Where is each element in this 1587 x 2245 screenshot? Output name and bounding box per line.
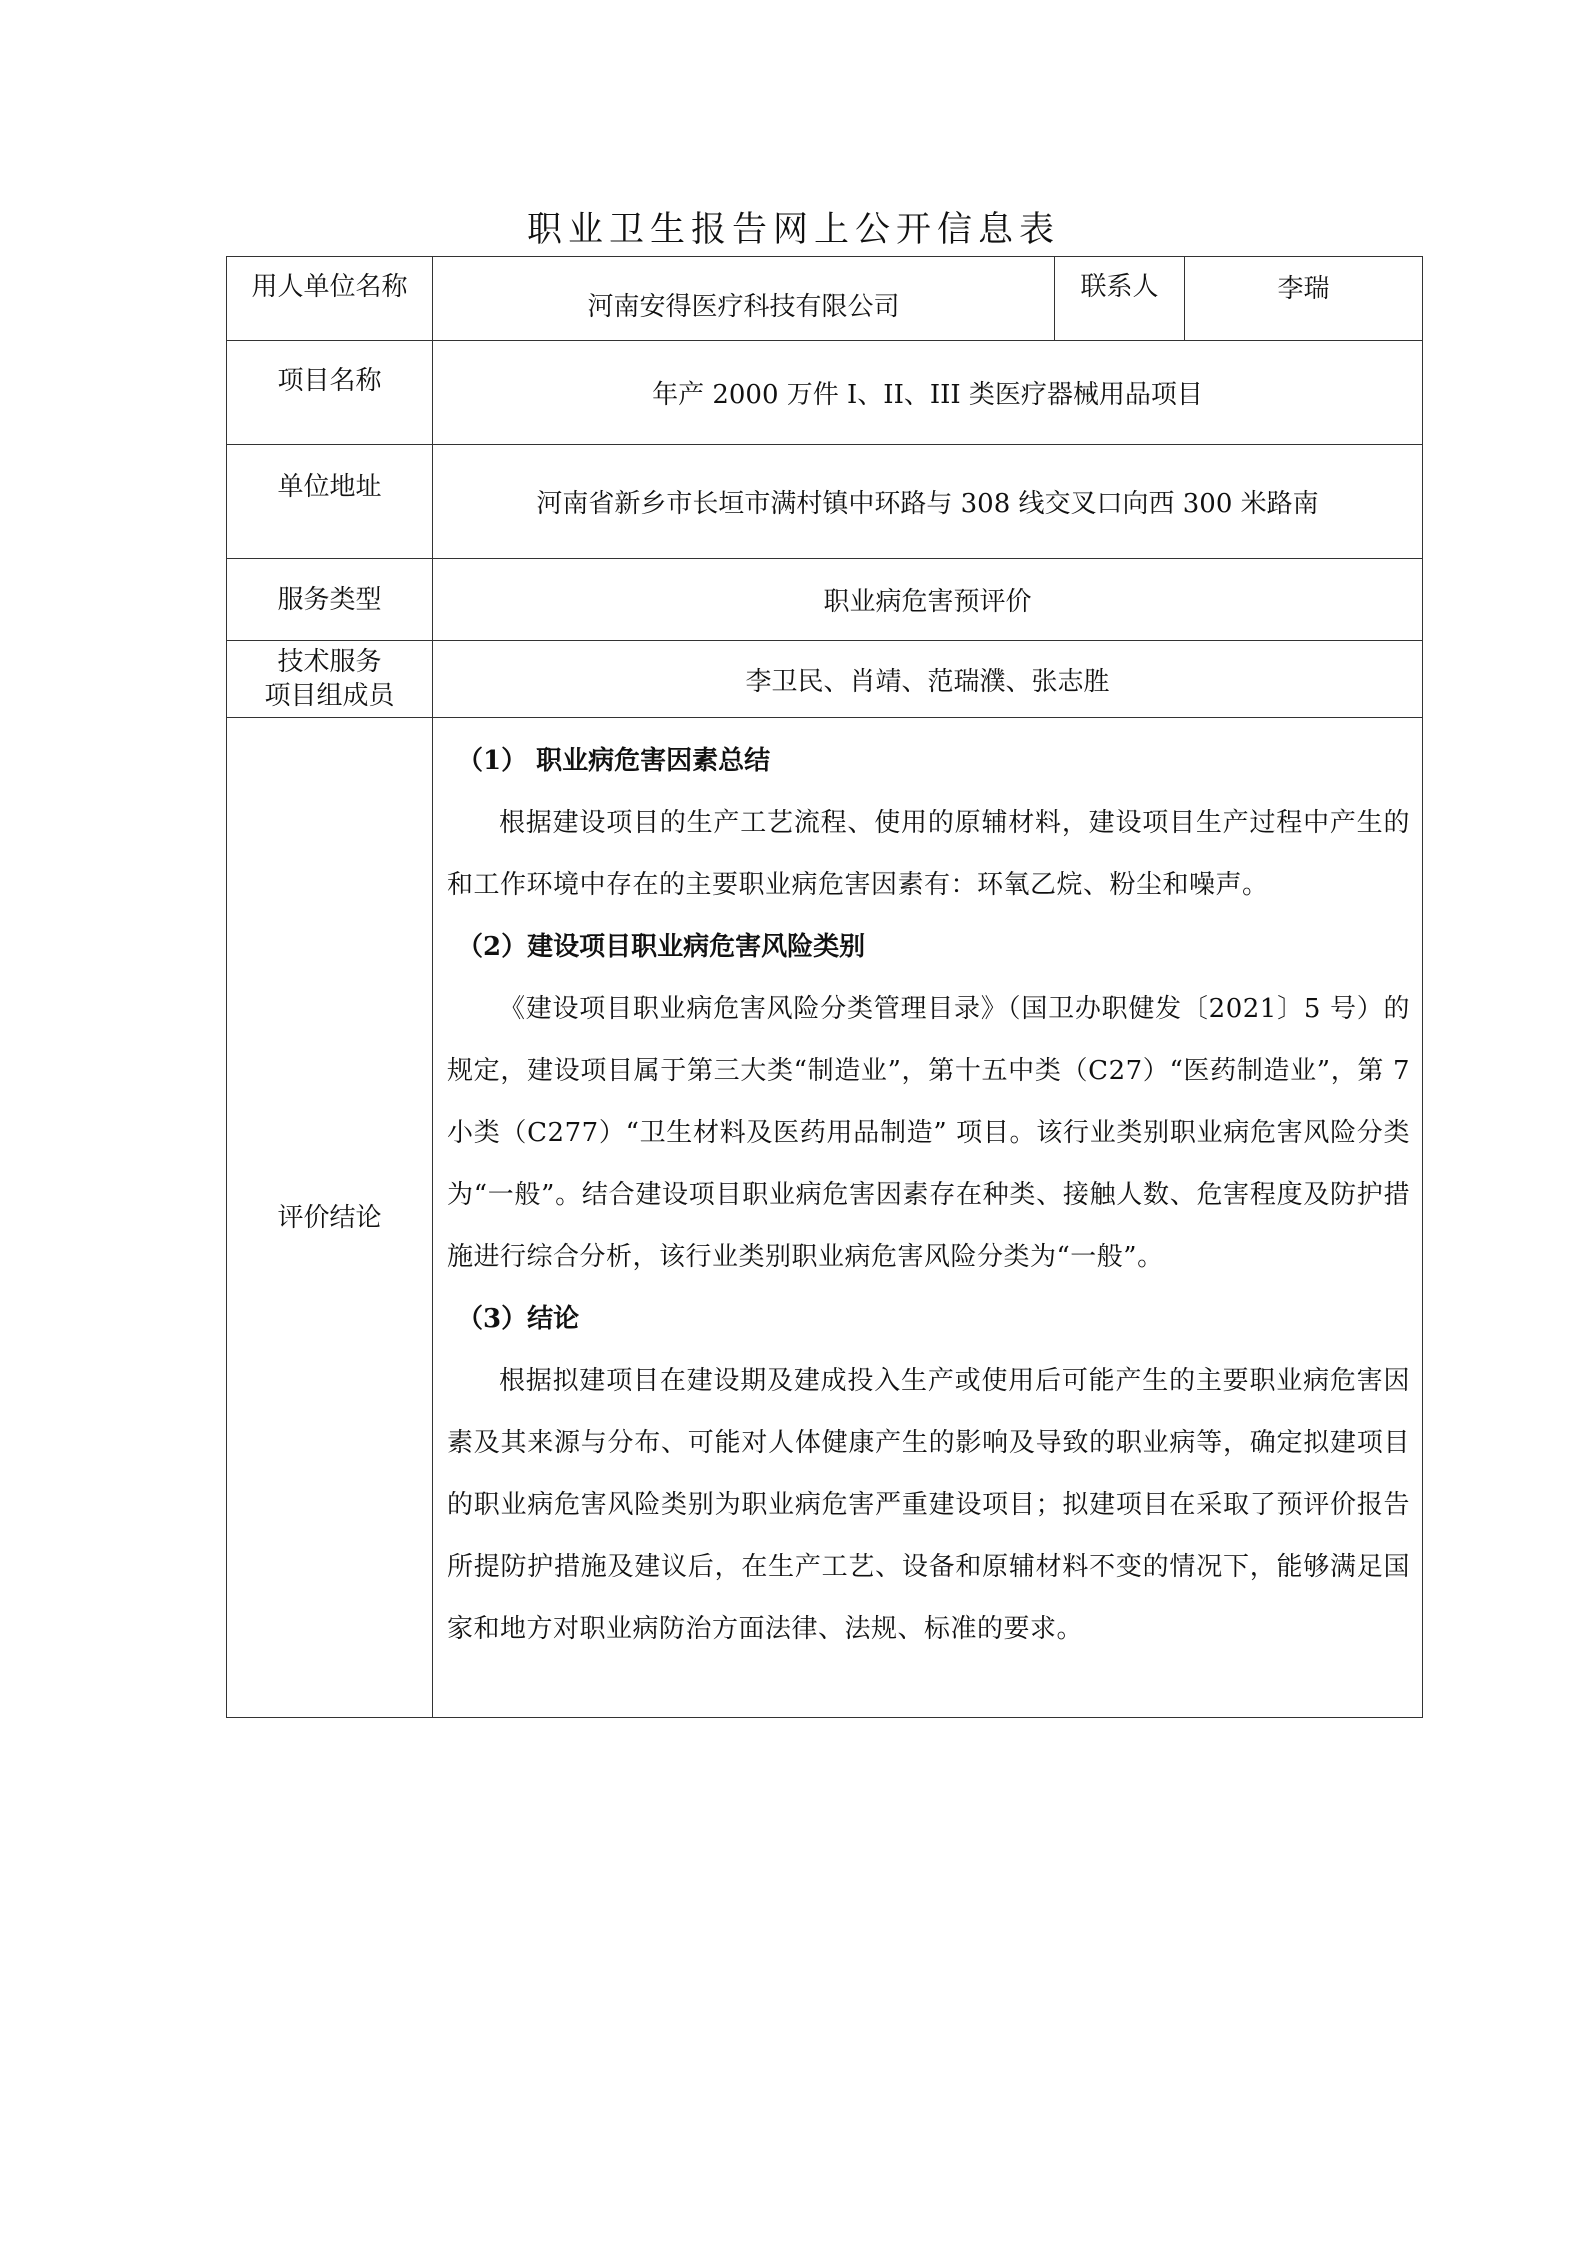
project-label: 项目名称	[227, 341, 433, 445]
service-value: 职业病危害预评价	[433, 559, 1423, 641]
section-heading-2: （2）建设项目职业病危害风险类别	[457, 932, 866, 962]
employer-row	[227, 257, 1423, 341]
info-table	[226, 256, 1423, 1718]
conclusion-row	[227, 718, 1423, 1718]
section-heading-1: （1） 职业病危害因素总结	[457, 746, 771, 776]
team-label: 技术服务 项目组成员	[227, 641, 433, 718]
section-paragraph-1: 根据建设项目的生产工艺流程、使用的原辅材料，建设项目生产过程中产生的和工作环境中存在的主要职业病危害因素有：环氧乙烷、粉尘和噪声。	[447, 808, 1410, 900]
employer-value: 河南安得医疗科技有限公司	[433, 257, 1055, 341]
contact-value: 李瑞	[1185, 257, 1423, 341]
service-row	[227, 559, 1423, 641]
conclusion-body	[433, 718, 1423, 1718]
address-row	[227, 445, 1423, 559]
document-title: 职业卫生报告网上公开信息表	[526, 210, 1060, 250]
service-label: 服务类型	[227, 559, 433, 641]
section-paragraph-3: 根据拟建项目在建设期及建成投入生产或使用后可能产生的主要职业病危害因素及其来源与分布、可能对人体健康产生的影响及导致的职业病等，确定拟建项目的职业病危害风险类别为职业病危害严重建设项目；拟建项目在采取了预评价报告所提防护措施及建议后，在生产工艺、设备和原辅材料不变的情况下，能够满足国家和地方对职业病防治方面法律、法规、标准的要求。	[447, 1366, 1410, 1644]
contact-label: 联系人	[1055, 257, 1185, 341]
project-row	[227, 341, 1423, 445]
section-paragraph-2: 《建设项目职业病危害风险分类管理目录》（国卫办职健发〔2021〕5 号）的规定，建设项目属于第三大类“制造业”，第十五中类（C27）“医药制造业”，第 7 小类（C277）“卫生材料及医药用品制造” 项目。该行业类别职业病危害风险分类为“一般”。结合建设项目职业病危害因素存在种类、接触人数、危害程度及防护措施进行综合分析，该行业类别职业病危害风险分类为“一般”。	[447, 994, 1410, 1272]
conclusion-label: 评价结论	[227, 718, 433, 1718]
address-value: 河南省新乡市长垣市满村镇中环路与 308 线交叉口向西 300 米路南	[433, 445, 1423, 559]
project-value: 年产 2000 万件 I、II、III 类医疗器械用品项目	[433, 341, 1423, 445]
employer-label: 用人单位名称	[227, 257, 433, 341]
team-value: 李卫民、肖靖、范瑞濮、张志胜	[433, 641, 1423, 718]
address-label: 单位地址	[227, 445, 433, 559]
team-row	[227, 641, 1423, 718]
section-heading-3: （3）结论	[457, 1304, 580, 1334]
